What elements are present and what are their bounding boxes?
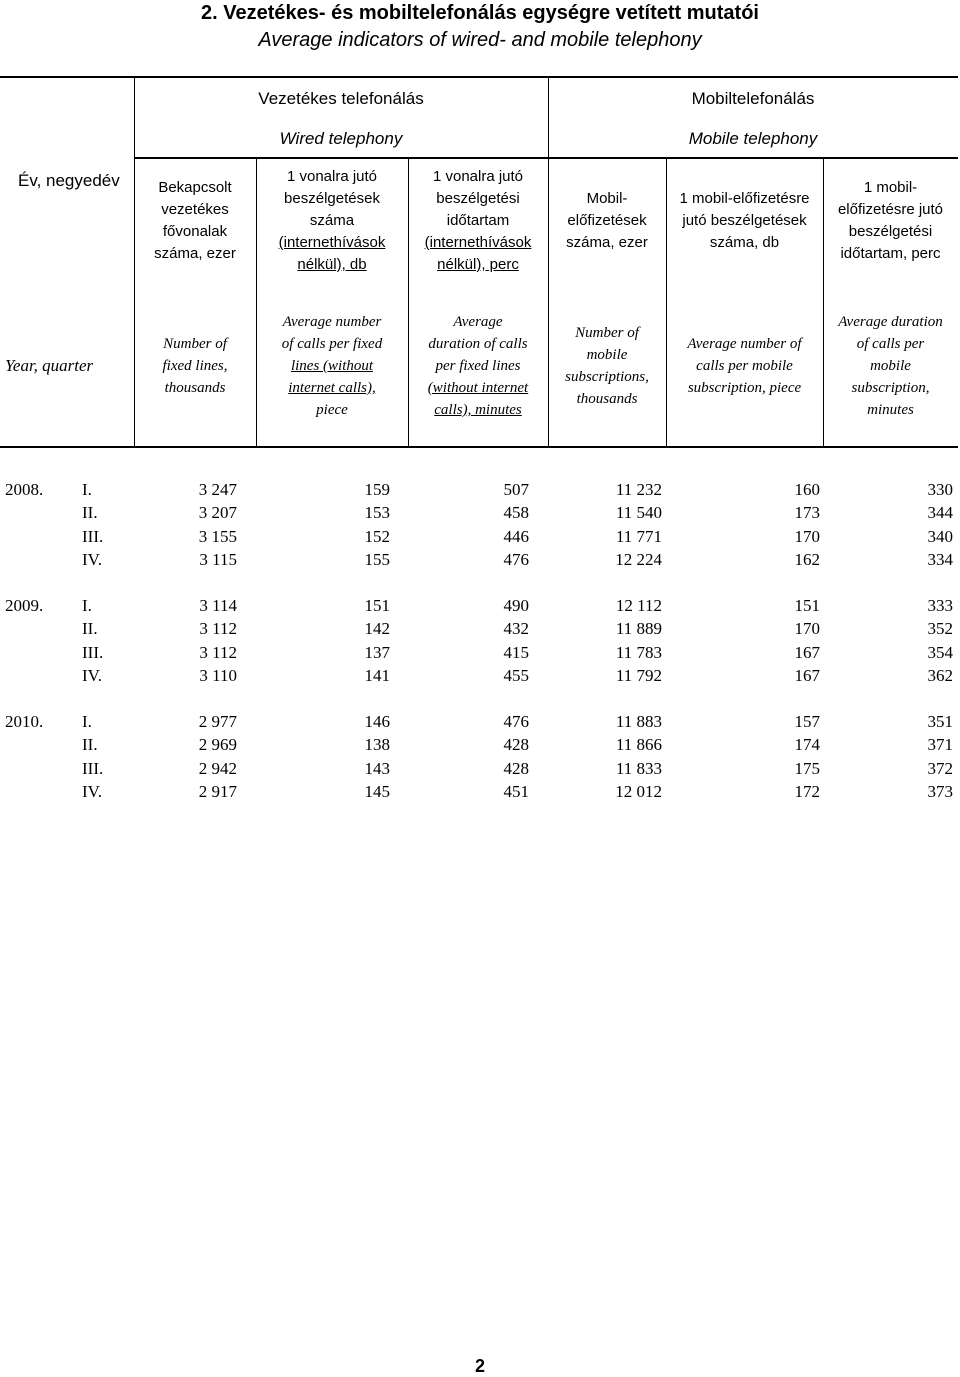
quarter-label: IV.: [82, 549, 102, 569]
value-cell: 138: [364, 735, 390, 755]
value-cell: 3 112: [199, 619, 237, 639]
value-cell: 3 247: [198, 480, 237, 499]
value-cell: 11 866: [615, 735, 662, 755]
value-cell: 11 883: [615, 712, 662, 731]
value-cell: 340: [927, 526, 953, 546]
quarter-label: IV.: [82, 665, 102, 685]
value-cell: 428: [503, 735, 529, 755]
group-wired-en: Wired telephony: [279, 129, 403, 148]
page-number: 2: [474, 1356, 485, 1376]
value-cell: 334: [927, 549, 953, 569]
value-cell: 351: [927, 712, 953, 731]
value-cell: 12 224: [615, 549, 662, 569]
value-cell: 12 112: [615, 596, 662, 615]
period-label-hu: Év, negyedév: [18, 171, 120, 190]
value-cell: 3 207: [198, 503, 237, 523]
value-cell: 372: [927, 758, 953, 778]
value-cell: 151: [794, 596, 820, 615]
value-cell: 141: [364, 665, 390, 685]
value-cell: 3 115: [199, 549, 237, 569]
year-label: 2010.: [5, 712, 44, 731]
value-cell: 151: [364, 596, 390, 615]
quarter-label: III.: [82, 526, 104, 546]
value-cell: 142: [364, 619, 390, 639]
value-cell: 2 917: [198, 781, 237, 801]
value-cell: 152: [364, 526, 390, 546]
value-cell: 143: [364, 758, 390, 778]
col1-header-hu: Bekapcsolt vezetékes fővonalak száma, ezer: [154, 179, 236, 262]
quarter-label: I.: [82, 596, 92, 615]
value-cell: 167: [794, 665, 820, 685]
value-cell: 11 792: [615, 665, 662, 685]
period-label-en: Year, quarter: [5, 356, 94, 375]
value-cell: 137: [364, 642, 390, 662]
year-label: 2008.: [5, 480, 44, 499]
value-cell: 428: [503, 758, 529, 778]
value-cell: 174: [794, 735, 820, 755]
value-cell: 175: [794, 758, 820, 778]
value-cell: 155: [364, 549, 390, 569]
value-cell: 507: [503, 480, 529, 499]
value-cell: 157: [794, 712, 820, 731]
value-cell: 162: [794, 549, 820, 569]
value-cell: 3 114: [199, 596, 237, 615]
value-cell: 12 012: [615, 781, 662, 801]
quarter-label: I.: [82, 480, 92, 499]
value-cell: 11 232: [615, 480, 662, 499]
col3-header-hu: 1 vonalra jutó beszélgetési időtartam (internethívások nélkül), perc: [424, 168, 532, 273]
value-cell: 476: [503, 712, 529, 731]
value-cell: 170: [794, 526, 820, 546]
value-cell: 490: [503, 596, 529, 615]
value-cell: 333: [927, 596, 953, 615]
year-label: 2009.: [5, 596, 44, 615]
col6-header-hu: 1 mobil- előfizetésre jutó beszélgetési időtartam, perc: [837, 179, 944, 262]
group-mobile-en: Mobile telephony: [688, 129, 818, 148]
value-cell: 354: [927, 642, 953, 662]
value-cell: 173: [794, 503, 820, 523]
group-header-rule: [134, 157, 958, 159]
col6-header-en: Average duration of calls per mobile subscription, minutes: [838, 314, 943, 418]
value-cell: 2 969: [198, 735, 237, 755]
value-cell: 3 112: [199, 642, 237, 662]
col2-header-hu: 1 vonalra jutó beszélgetések száma (internethívások nélkül), db: [278, 168, 386, 273]
col3-header-en: Average duration of calls per fixed lines (without internet calls), minutes: [427, 314, 529, 418]
col5-header-en: Average number of calls per mobile subscription, piece: [687, 336, 802, 396]
value-cell: 352: [927, 619, 953, 639]
value-cell: 330: [927, 480, 953, 499]
col5-header-hu: 1 mobil-előfizetésre jutó beszélgetések száma, db: [679, 190, 810, 251]
value-cell: 172: [794, 781, 820, 801]
value-cell: 11 771: [615, 526, 662, 546]
group-wired-hu: Vezetékes telefonálás: [258, 89, 424, 108]
header-bottom-rule: [0, 446, 958, 448]
title-english: Average indicators of wired- and mobile telephony: [258, 29, 702, 51]
value-cell: 167: [794, 642, 820, 662]
value-cell: 3 155: [198, 526, 237, 546]
col1-header-en: Number of fixed lines, thousands: [162, 336, 228, 396]
value-cell: 2 977: [198, 712, 237, 731]
value-cell: 451: [503, 781, 529, 801]
value-cell: 2 942: [198, 758, 237, 778]
col4-header-en: Number of mobile subscriptions, thousands: [565, 325, 649, 407]
value-cell: 146: [364, 712, 390, 731]
value-cell: 11 889: [615, 619, 662, 639]
value-cell: 145: [364, 781, 390, 801]
col2-header-en: Average number of calls per fixed lines (without internet calls), piece: [281, 314, 383, 418]
value-cell: 455: [503, 665, 529, 685]
value-cell: 415: [503, 642, 529, 662]
value-cell: 362: [927, 665, 953, 685]
quarter-label: II.: [82, 735, 98, 755]
value-cell: 432: [503, 619, 529, 639]
value-cell: 153: [364, 503, 390, 523]
value-cell: 11 833: [615, 758, 662, 778]
value-cell: 3 110: [199, 665, 237, 685]
table-top-rule: [0, 76, 958, 78]
value-cell: 159: [364, 480, 390, 499]
quarter-label: II.: [82, 503, 98, 523]
value-cell: 160: [794, 480, 820, 499]
value-cell: 476: [503, 549, 529, 569]
quarter-label: III.: [82, 758, 104, 778]
group-mobile-hu: Mobiltelefonálás: [691, 89, 815, 108]
value-cell: 446: [503, 526, 529, 546]
value-cell: 458: [503, 503, 529, 523]
value-cell: 11 783: [615, 642, 662, 662]
quarter-label: III.: [82, 642, 104, 662]
value-cell: 344: [927, 503, 953, 523]
col4-header-hu: Mobil- előfizetések száma, ezer: [566, 190, 648, 251]
quarter-label: IV.: [82, 781, 102, 801]
value-cell: 170: [794, 619, 820, 639]
value-cell: 371: [927, 735, 953, 755]
quarter-label: II.: [82, 619, 98, 639]
quarter-label: I.: [82, 712, 92, 731]
value-cell: 11 540: [615, 503, 662, 523]
value-cell: 373: [927, 781, 953, 801]
title-hungarian: 2. Vezetékes- és mobiltelefonálás egységre vetített mutatói: [201, 2, 759, 24]
